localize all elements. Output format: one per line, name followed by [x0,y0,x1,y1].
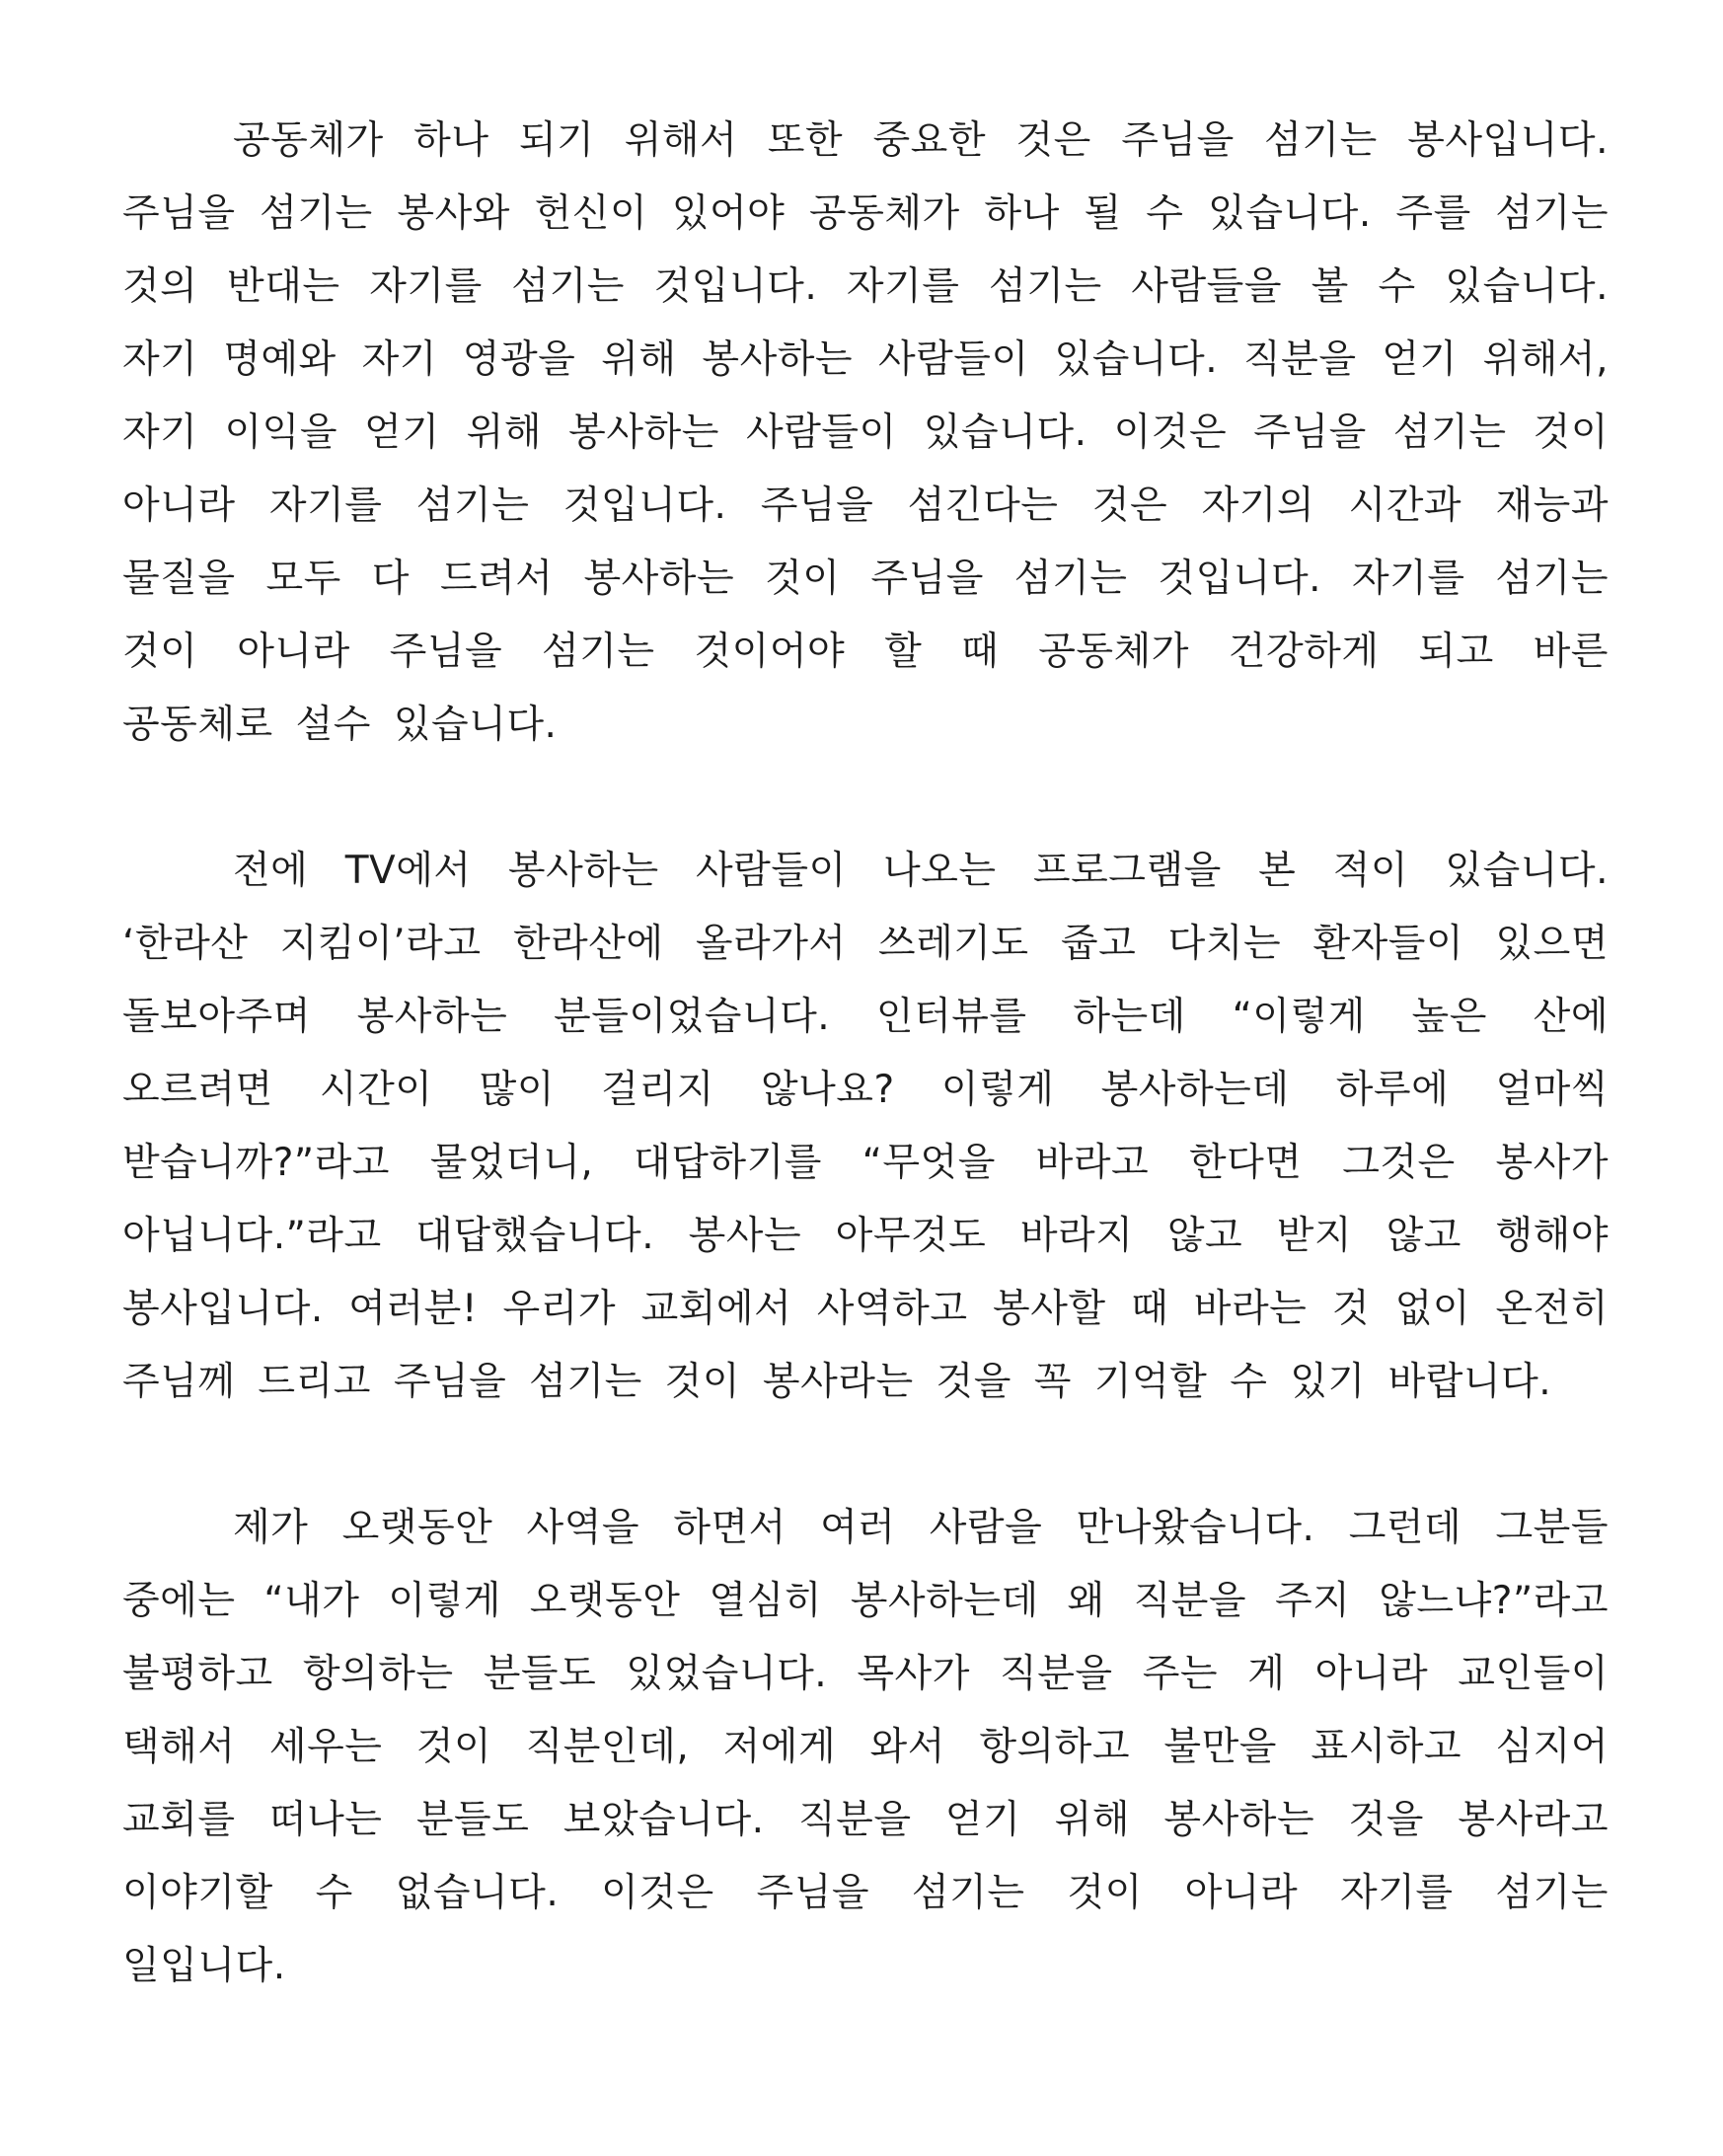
paragraph-1: 공동체가 하나 되기 위해서 또한 중요한 것은 주님을 섬기는 봉사입니다. 주님을 섬기는 봉사와 헌신이 있어야 공동체가 하나 될 수 있습니다. 주를 섬기는 것의 반대는 자기를 섬기는 것입니다. 자기를 섬기는 사람들을 볼 수 있습니다. 자기 명예와 자기 영광을 위해 봉사하는 사람들이 있습니다. 직분을 얻기 위해서, 자기 이익을 얻기 위해 봉사하는 사람들이 있습니다. 이것은 주님을 섬기는 것이 아니라 자기를 섬기는 것입니다. 주님을 섬긴다는 것은 자기의 시간과 재능과 물질을 모두 다 드려서 봉사하는 것이 주님을 섬기는 것입니다. 자기를 섬기는 것이 아니라 주님을 섬기는 것이어야 할 때 공동체가 건강하게 되고 바른 공동체로 설수 있습니다. [122,118,1609,747]
document-page [122,105,1609,2003]
paragraph-3: 제가 오랫동안 사역을 하면서 여러 사람을 만나왔습니다. 그런데 그분들 중에는 “내가 이렇게 오랫동안 열심히 봉사하는데 왜 직분을 주지 않느냐?”라고 불평하고 항의하는 분들도 있었습니다. 목사가 직분을 주는 게 아니라 교인들이 택해서 세우는 것이 직분인데, 저에게 와서 항의하고 불만을 표시하고 심지어 교회를 떠나는 분들도 보았습니다. 직분을 얻기 위해 봉사하는 것을 봉사라고 이야기할 수 없습니다. 이것은 주님을 섬기는 것이 아니라 자기를 섬기는 일입니다. [122,1506,1609,1988]
paragraph-2: 전에 TV에서 봉사하는 사람들이 나오는 프로그램을 본 적이 있습니다. ‘한라산 지킴이’라고 한라산에 올라가서 쓰레기도 줍고 다치는 환자들이 있으면 돌보아주며 봉사하는 분들이었습니다. 인터뷰를 하는데 “이렇게 높은 산에 오르려면 시간이 많이 걸리지 않나요? 이렇게 봉사하는데 하루에 얼마씩 받습니까?”라고 물었더니, 대답하기를 “무엇을 바라고 한다면 그것은 봉사가 아닙니다.”라고 대답했습니다. 봉사는 아무것도 바라지 않고 받지 않고 행해야 봉사입니다. 여러분! 우리가 교회에서 사역하고 봉사할 때 바라는 것 없이 온전히 주님께 드리고 주님을 섬기는 것이 봉사라는 것을 꼭 기억할 수 있기 바랍니다. [122,849,1609,1404]
